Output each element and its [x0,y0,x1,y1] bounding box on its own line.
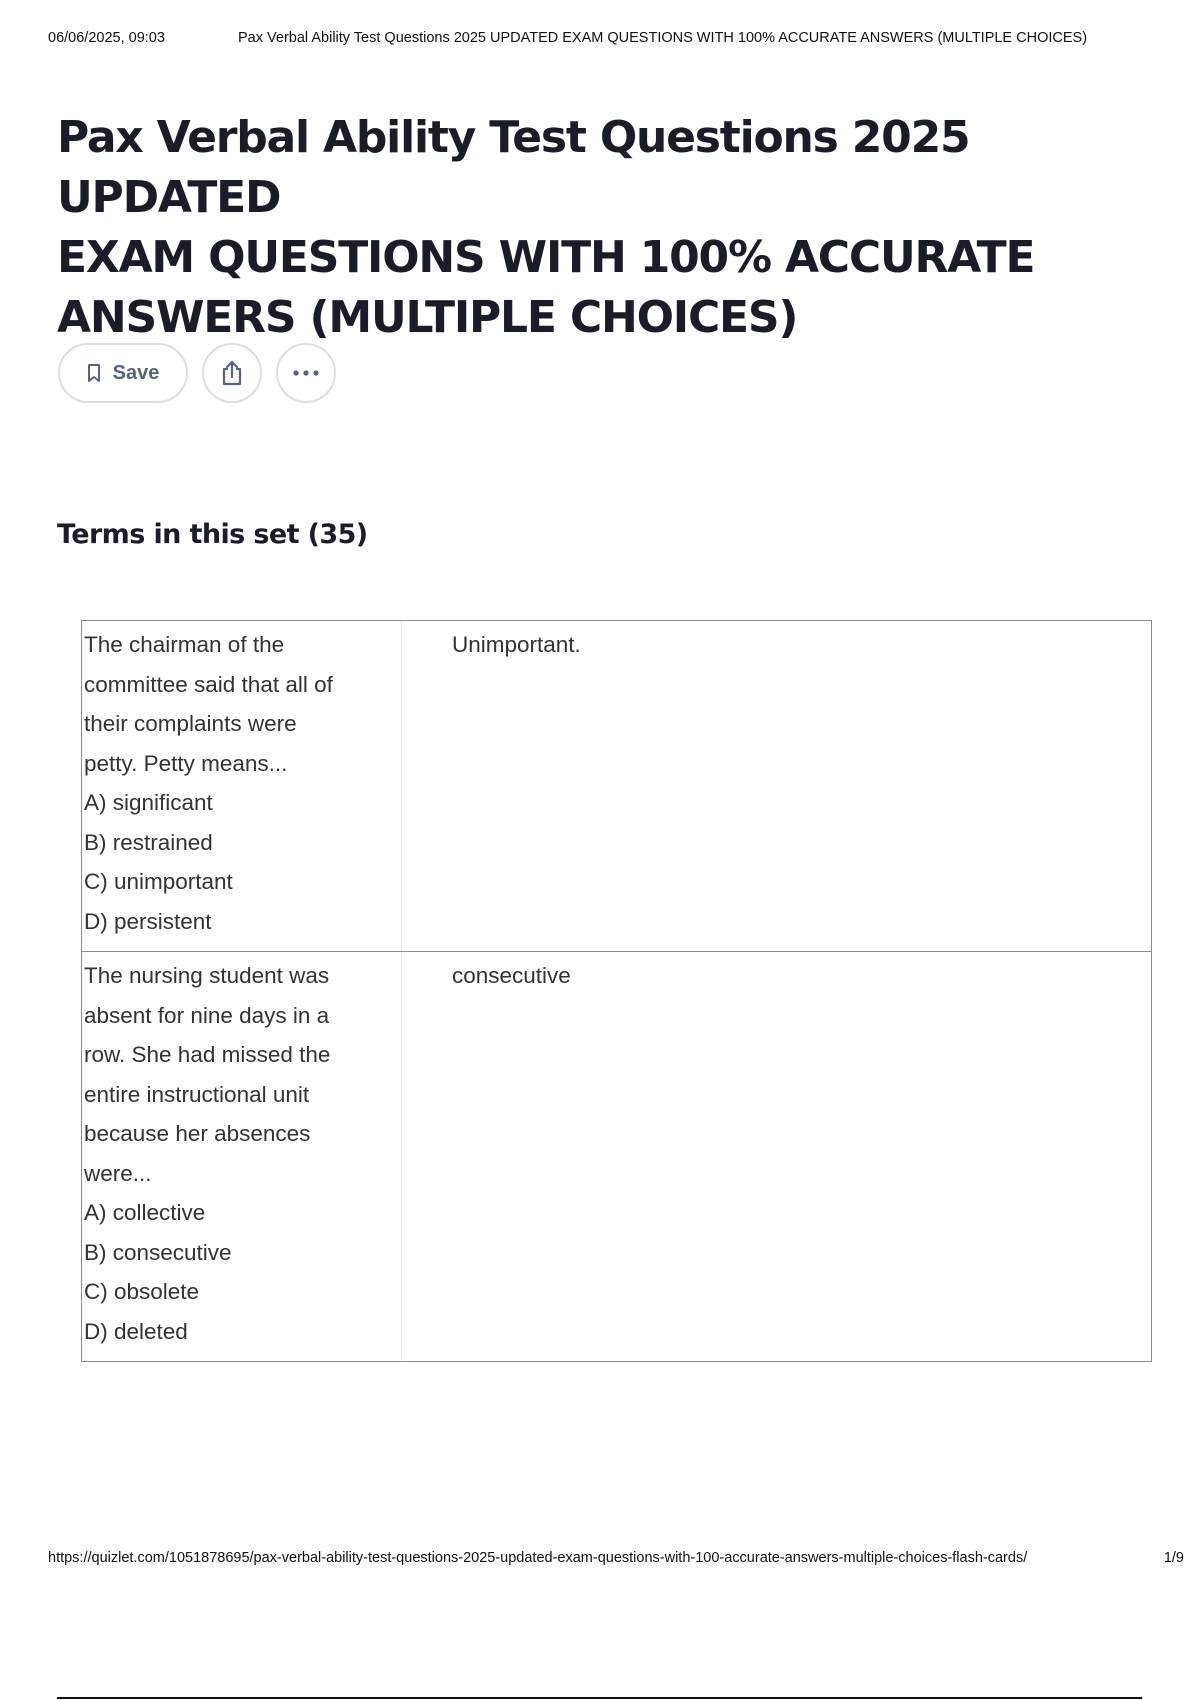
share-icon [219,359,245,387]
print-footer [48,1550,1184,1570]
term-option: D) persistent [84,908,212,934]
term-question-line: because her absences [84,1121,311,1146]
page-number: 1/9 [1163,1550,1184,1566]
print-header [48,30,1184,50]
terms-heading: Terms in this set (35) [57,519,368,550]
term-option: B) restrained [84,829,213,855]
term-question-line: row. She had missed the [84,1042,331,1067]
term-question [82,621,402,951]
save-button[interactable] [58,343,188,403]
page-title-line: ANSWERS (MULTIPLE CHOICES) [57,292,798,343]
more-icon [292,369,320,377]
term-row [82,951,1151,1361]
print-datetime: 06/06/2025, 09:03 [48,30,165,46]
print-doc-title: Pax Verbal Ability Test Questions 2025 UPDATED EXAM QUESTIONS WITH 100% ACCURATE ANSWERS (MULTIPLE CHOICES) [238,30,1088,46]
action-bar [58,343,336,403]
divider [57,1697,1142,1699]
terms-table [81,620,1152,1362]
term-question-line: committee said that all of [84,671,333,697]
term-option: B) consecutive [84,1239,232,1265]
page-url: https://quizlet.com/1051878695/pax-verbal-ability-test-questions-2025-updated-exam-questions-with-100-accurate-answers-multiple-choices-flash-cards/ [48,1550,1028,1566]
more-options-button[interactable] [276,343,336,403]
term-question-line: their complaints were [84,711,297,736]
term-option: A) collective [84,1200,206,1225]
page-title [57,108,1157,348]
term-question-line: petty. Petty means... [84,750,288,776]
term-question-line: The chairman of the [84,632,285,657]
term-answer: Unimportant. [452,632,581,657]
term-option: C) unimportant [84,869,233,894]
term-option: C) obsolete [84,1279,200,1304]
bookmark-icon [87,363,101,383]
save-button-label: Save [112,361,160,384]
page-title-line: Pax Verbal Ability Test Questions 2025 UPDATED [57,112,970,223]
term-option: D) deleted [84,1318,188,1344]
term-question-line: were... [84,1160,152,1186]
term-question-line: absent for nine days in a [84,1002,330,1028]
term-question [82,952,402,1361]
page-title-line: EXAM QUESTIONS WITH 100% ACCURATE [57,232,1035,283]
term-question-line: entire instructional unit [84,1081,310,1107]
term-option: A) significant [84,790,213,815]
share-button[interactable] [202,343,262,403]
term-answer: consecutive [452,963,571,988]
term-question-line: The nursing student was [84,963,330,988]
term-row [82,621,1151,951]
